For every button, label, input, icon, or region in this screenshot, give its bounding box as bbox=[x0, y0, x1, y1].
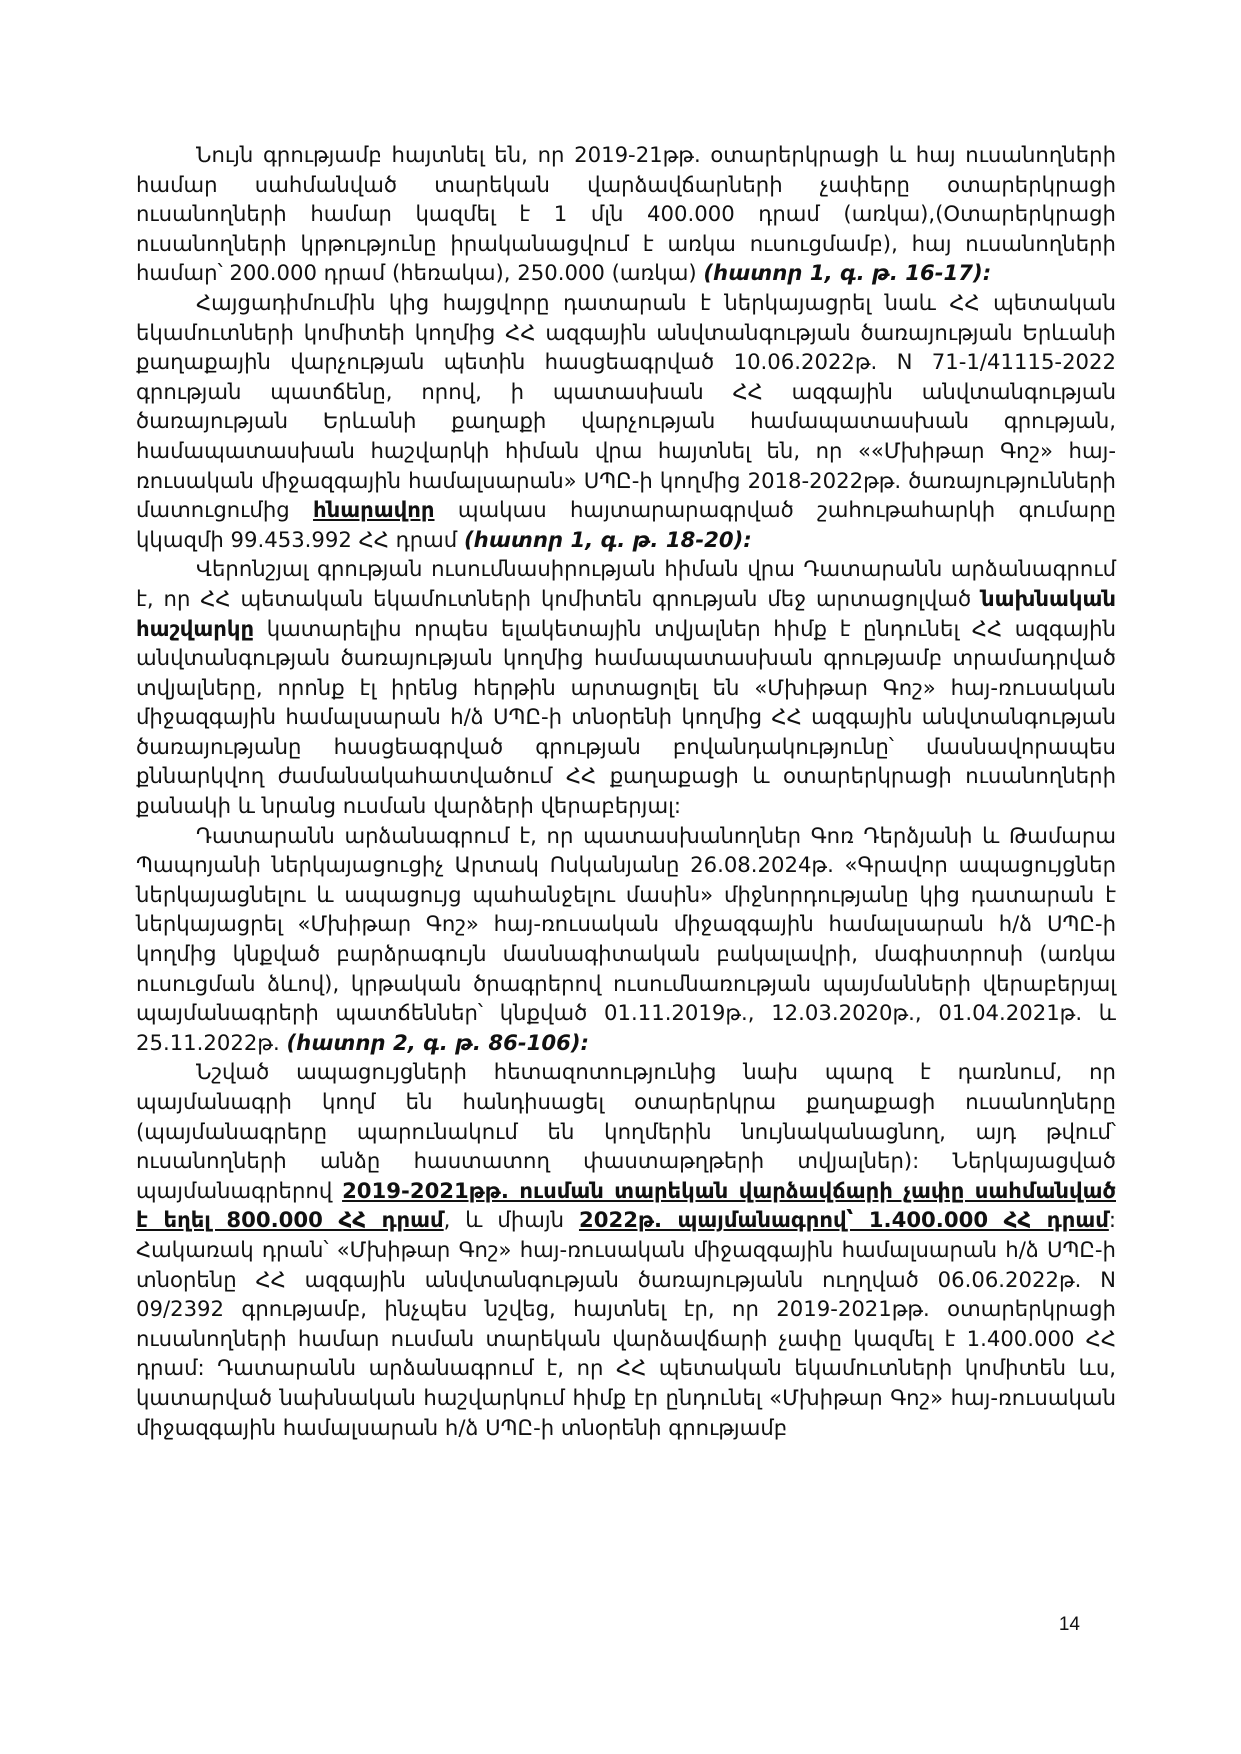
paragraph-text: Վերոնշյալ գրության ուսումնասիրության հիման վրա Դատարանն արձանագրում է, որ ՀՀ պետական եկամուտների կոմիտեն գրության մեջ արտացոլված bbox=[136, 556, 1116, 611]
paragraph-text: Հայցադիմումին կից հայցվորը դատարան է ներկայացրել նաև ՀՀ պետական եկամուտների կոմիտեի կողմից ՀՀ ազգային անվտանգության ծառայության Երևանի քաղաքային վարչության պետին հասցեագրված 10.06.2022թ. N 71-1/41115-2022 գրության պատճենը, որով, ի պատասխան ՀՀ ազգային անվտանգության ծառայության Երևանի քաղաքի վարչության համապատասխան գրության, համապատասխան հաշվարկի հիման վրա հայտնել են, որ ««Մխիթար Գոշ» հայ-ռուսական միջազգային համալսարան» ՍՊԸ-ի կողմից 2018-2022թթ. ծառայությունների մատուցումից bbox=[136, 289, 1116, 523]
paragraph-text: Նշված ապացույցների հետազոտությունից նախ պարզ է դառնում, որ պայմանագրի կողմ են հանդիսացել օտարերկրա քաղաքացի ուսանողները (պայմանագրերը պարունակում են կողմերին նույնականացնող, այդ թվում՝ ուսանողների անձը հաստատող փաստաթղթերի տվյալներ): Ներկայացված պայմանագրերով bbox=[136, 1059, 1116, 1203]
paragraph-text: Դատարանն արձանագրում է, որ պատասխանողներ Գոռ Դերձյանի և Թամարա Պապոյանի ներկայացուցիչ Արտակ Ոսկանյանը 26.08.2024թ. «Գրավոր ապացույցներ ներկայացնելու և ապացույց պահանջելու մասին» միջնորդությանը կից դատարան է ներկայացրել «Մխիթար Գոշ» հայ-ռուսական միջազգային համալսարան հ/ձ ՍՊԸ-ի կողմից կնքված բարձրագույն մասնագիտական բակալավրի, մագիստրոսի (առկա ուսուցման ձևով), կրթական ծրագրերով ուսումնառության պայմանների վերաբերյալ պայմանագրերի պատճեններ՝ կնքված 01.11.2019թ., 12.03.2020թ., 01.04.2021թ. և 25.11.2022թ. bbox=[136, 822, 1116, 1055]
paragraph bbox=[136, 821, 1116, 1058]
paragraph-text: կատարելիս որպես ելակետային տվյալներ հիմք է ընդունել ՀՀ ազգային անվտանգության ծառայության կողմից համապատասխան գրությամբ տրամադրված տվյալները, որոնք էլ իրենց հերթին արտացոլել են «Մխիթար Գոշ» հայ-ռուսական միջազգային համալսարան հ/ձ ՍՊԸ-ի տնօրենի կողմից ՀՀ ազգային անվտանգության ծառայությանը հասցեագրված գրության բովանդակությունը՝ մասնավորապես քննարկվող ժամանակահատվածում ՀՀ քաղաքացի և օտարերկրացի ուսանողների քանակի և նրանց ուսման վարձերի վերաբերյալ: bbox=[136, 615, 1116, 819]
paragraph-text: Նույն գրությամբ հայտնել են, որ 2019-21թթ. օտարերկրացի և հայ ուսանողների համար սահմանված տարեկան վարձավճարների չափերը օտարերկրացի ուսանողների համար կազմել է 1 մլն 400.000 դրամ (առկա),(Օտարերկրացի ուսանողների կրթությունը իրականացվում է առկա ուսուցմամբ), հայ ուսանողների համար՝ 200.000 դրամ (հեռակա), 250.000 (առկա) bbox=[136, 142, 1116, 286]
paragraph-text: : Հակառակ դրան՝ «Մխիթար Գոշ» հայ-ռուսական միջազգային համալսարան հ/ձ ՍՊԸ-ի տնօրենը ՀՀ ազգային անվտանգության ծառայությանն ուղղված 06.06.2022թ. N 09/2392 գրությամբ, ինչպես նշվեց, հայտնել էր, որ 2019-2021թթ. օտարերկրացի ուսանողների համար ուսման տարեկան վարձավճարի չափը կազմել է 1.400.000 ՀՀ դրամ: Դատարանն արձանագրում է, որ ՀՀ պետական եկամուտների կոմիտեն ևս, կատարված նախնական հաշվարկում հիմք էր ընդունել «Մխիթար Գոշ» հայ-ռուսական միջազգային համալսարան հ/ձ ՍՊԸ-ի տնօրենի գրությամբ bbox=[136, 1207, 1116, 1440]
case-reference: (հատոր 2, գ. թ. 86-106): bbox=[286, 1029, 590, 1055]
paragraph bbox=[136, 140, 1116, 288]
emphasized-underlined-text: 2019-2021թթ. ուսման տարեկան վարձավճարի չափը սահմանված է եղել 800.000 ՀՀ դրամ bbox=[136, 1177, 1116, 1233]
emphasized-underlined-text: 2022թ. պայմանագրով՝ 1.400.000 ՀՀ դրամ bbox=[578, 1207, 1109, 1233]
document-page-body bbox=[136, 140, 1116, 1442]
paragraph-text: պակաս հայտարարագրված շահութահարկի գումարը կկազմի 99.453.992 ՀՀ դրամ bbox=[136, 497, 1116, 552]
emphasized-underlined-text: հնարավոր bbox=[313, 497, 435, 523]
case-reference: (հատոր 1, գ. թ. 18-20): bbox=[463, 526, 752, 552]
paragraph-text: , և միայն bbox=[443, 1207, 579, 1233]
page-number: 14 bbox=[1058, 1614, 1080, 1635]
case-reference: (հատոր 1, գ. թ. 16-17): bbox=[703, 260, 992, 286]
paragraph bbox=[136, 288, 1116, 554]
paragraph bbox=[136, 1057, 1116, 1442]
paragraph bbox=[136, 554, 1116, 820]
emphasized-text: նախնական հաշվարկը bbox=[136, 585, 1116, 641]
